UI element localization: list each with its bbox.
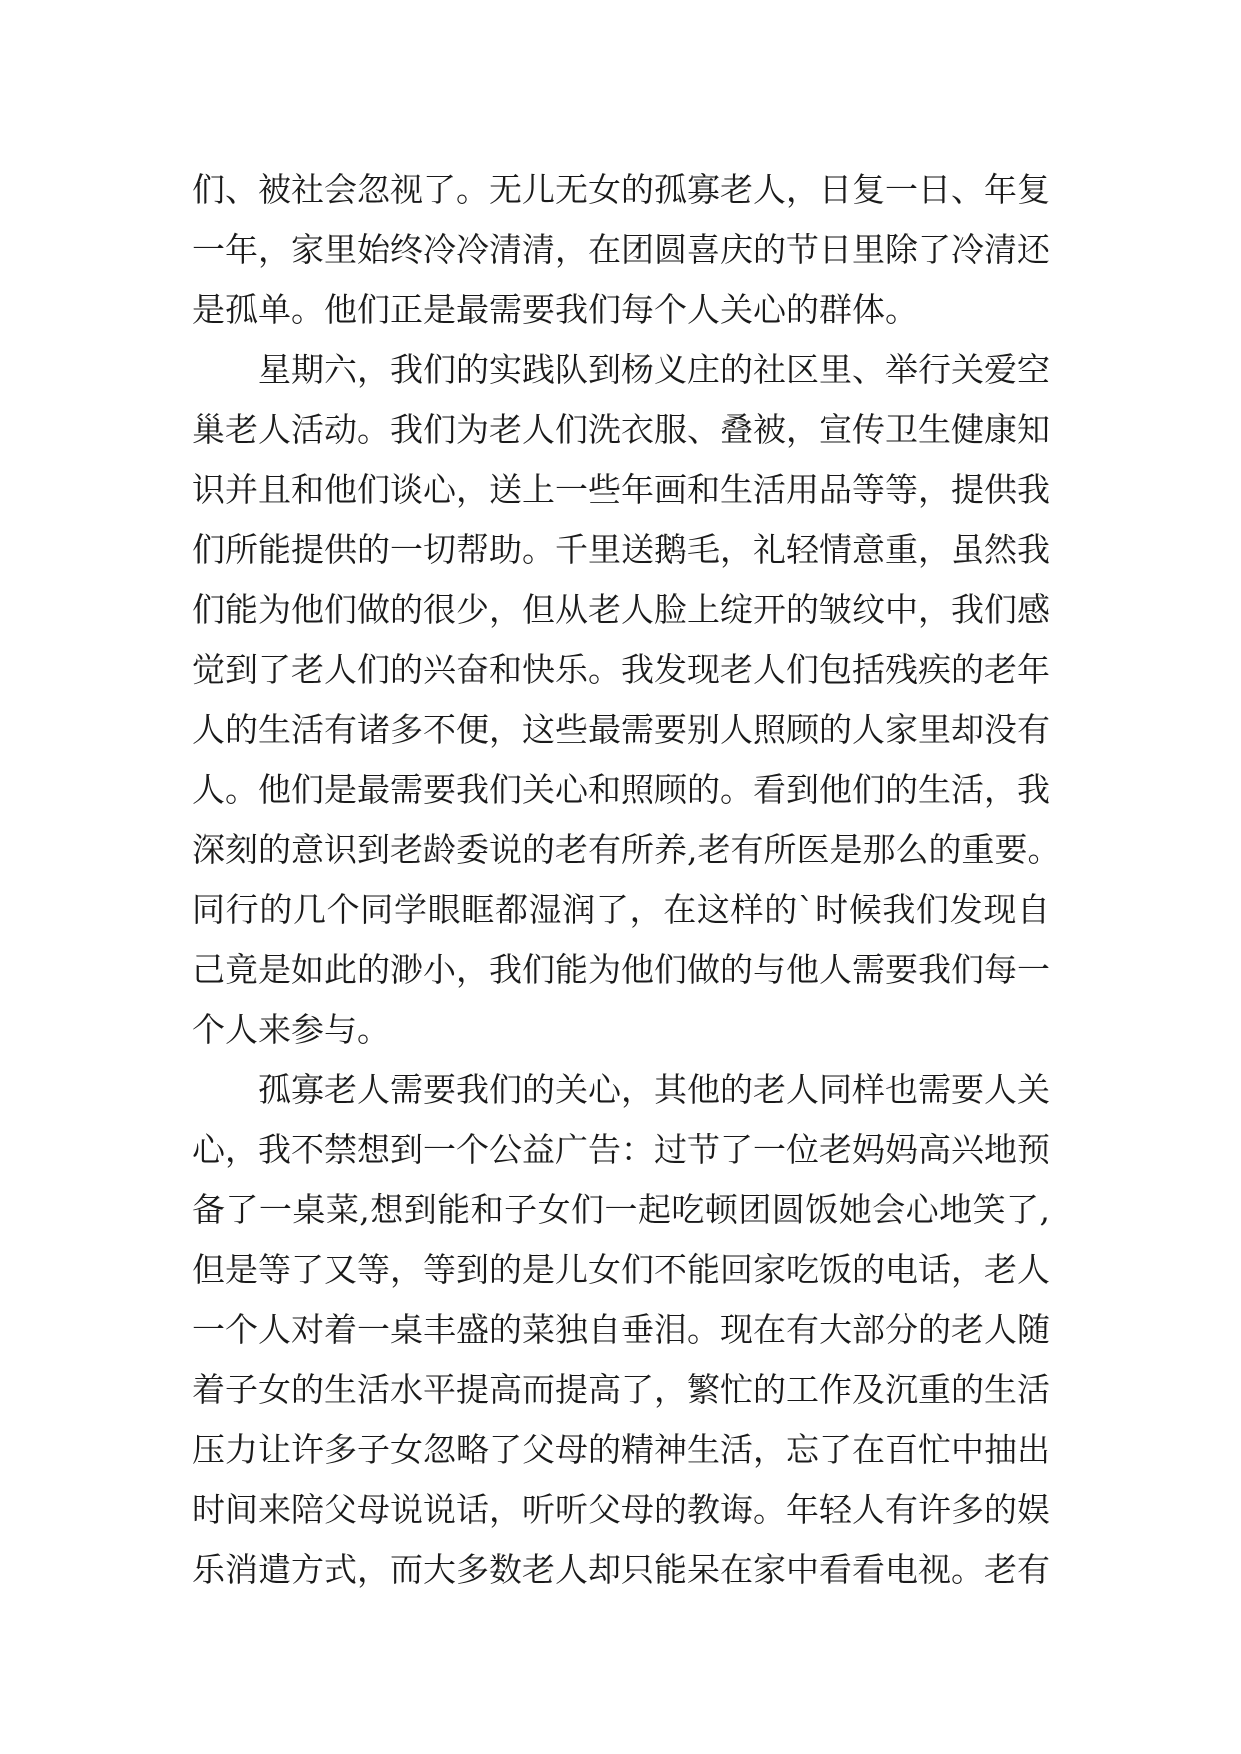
text-line: 们所能提供的一切帮助。千里送鹅毛，礼轻情意重，虽然我 [192, 530, 1050, 569]
text-line: 但是等了又等，等到的是儿女们不能回家吃饭的电话，老人 [192, 1250, 1050, 1289]
text-line: 心，我不禁想到一个公益广告：过节了一位老妈妈高兴地预 [192, 1130, 1050, 1169]
text-line: 个人来参与。 [192, 1010, 390, 1049]
text-line: 着子女的生活水平提高而提高了，繁忙的工作及沉重的生活 [192, 1370, 1050, 1409]
text-line: 识并且和他们谈心，送上一些年画和生活用品等等，提供我 [192, 470, 1050, 509]
text-line: 人的生活有诸多不便，这些最需要别人照顾的人家里却没有 [192, 710, 1050, 749]
text-line: 们能为他们做的很少，但从老人脸上绽开的皱纹中，我们感 [192, 590, 1050, 629]
text-line: 时间来陪父母说说话，听听父母的教诲。年轻人有许多的娱 [192, 1490, 1050, 1529]
text-line: 乐消遣方式，而大多数老人却只能呆在家中看看电视。老有 [192, 1550, 1050, 1589]
text-line: 一个人对着一桌丰盛的菜独自垂泪。现在有大部分的老人随 [192, 1310, 1050, 1349]
text-line: 一年，家里始终冷冷清清，在团圆喜庆的节日里除了冷清还 [192, 230, 1050, 269]
text-line: 巢老人活动。我们为老人们洗衣服、叠被，宣传卫生健康知 [192, 410, 1050, 449]
text-line: 压力让许多子女忽略了父母的精神生活，忘了在百忙中抽出 [192, 1430, 1050, 1469]
text-line: 同行的几个同学眼眶都湿润了，在这样的`时候我们发现自 [192, 890, 1050, 929]
text-line: 人。他们是最需要我们关心和照顾的。看到他们的生活，我 [192, 770, 1050, 809]
text-line: 觉到了老人们的兴奋和快乐。我发现老人们包括残疾的老年 [192, 650, 1050, 689]
text-line: 备了一桌菜,想到能和子女们一起吃顿团圆饭她会心地笑了, [192, 1190, 1050, 1229]
body-text [192, 160, 1061, 1600]
text-line: 孤寡老人需要我们的关心，其他的老人同样也需要人关 [192, 1070, 1050, 1109]
text-line: 星期六，我们的实践队到杨义庄的社区里、举行关爱空 [192, 350, 1050, 389]
text-line: 深刻的意识到老龄委说的老有所养,老有所医是那么的重要。 [192, 830, 1061, 869]
text-line: 是孤单。他们正是最需要我们每个人关心的群体。 [192, 290, 918, 329]
text-line: 己竟是如此的渺小，我们能为他们做的与他人需要我们每一 [192, 950, 1050, 989]
text-line: 们、被社会忽视了。无儿无女的孤寡老人，日复一日、年复 [192, 170, 1050, 209]
